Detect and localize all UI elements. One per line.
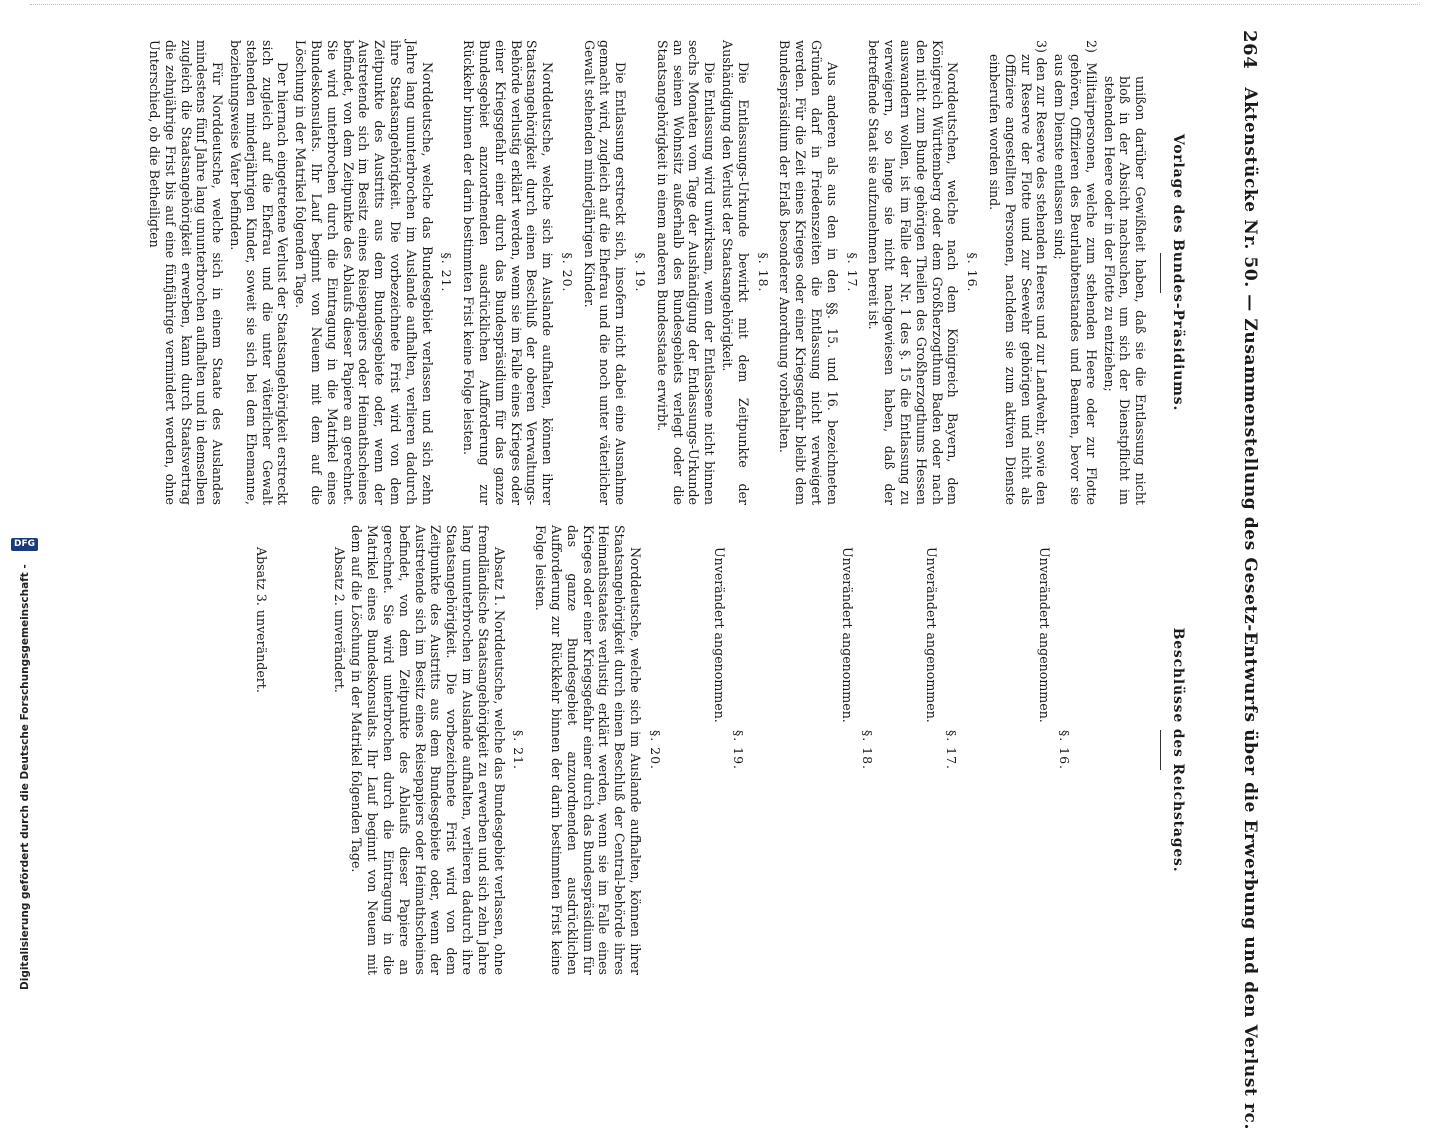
section-label: §. 20. [647,729,663,771]
section-label: §. 18. [755,252,771,293]
section-label: §. 21. [511,729,527,771]
intro-paragraph: unißon darüber Gewißheit haben, daß sie die Entlassung nicht bloß in der Absicht nachsuchen, um sich der Dienstpflicht im stehenden Heere oder in der Flotte zu entziehen; [1101,76,1149,505]
intro-paragraph: 3) den zur Reserve des stehenden Heeres und zur Landwehr, sowie den zur Reserve der Flotte und zur Seewehr gehörigen und nicht als Offiziere angestellten Personen, nachdem sie zum aktiven Dienste einberufen worden sind. [987,40,1050,505]
section-text: Aus anderen als aus den in den §§. 15. und 16. bezeichneten Gründen darf in Friedenszeiten die Entlassung nicht verweigert werden. Für die Zeit eines Krieges oder einer Kriegsgefahr bleibt dem Bundespräsidium der Erlaß besonderer Anordnung vorbehalten. [777,40,840,505]
section-label: §. 16. [965,252,981,293]
section-label: §. 19. [731,729,747,771]
page-number: 264 [1239,30,1260,70]
intro-paragraph: 2) Militairpersonen, welche zum stehenden Heere oder zur Flotte gehören, Offizieren des Beurlaubtenstandes und Beamten, bevor sie aus dem Dienste entlassen sind; [1052,40,1099,505]
section-text: Absatz 2. unverändert. [331,547,347,693]
credit-text: Digitalisierung gefördert durch die Deutsche Forschungsgemeinschaft - [18,564,31,990]
section-label: §. 18. [860,729,876,771]
section-label: §. 20. [559,252,575,293]
section-text: Absatz 1. Norddeutsche, welche das Bundesgebiet verlassen, ohne fremdländische Staatsangehörigkeit zu erwerben und sich zehn Jahre lang ununterbrochen im Auslande aufhalten, verlieren dadurch ihre Staatsangehörigkeit. Die vorbezeichnete Frist wird von dem Zeitpunkte des Austritts aus dem Bundesgebiete oder, wenn der Austretende sich im Besitz eines Reisepapiers oder Heimathscheines befindet, von dem Zeitpunkte des Ablaufs dieser Papiere an gerechnet. Sie wird unterbrochen durch die Eintragung in die Matrikel eines Bundeskonsulats. Ihr Lauf beginnt von Neuem mit dem auf die Löschung in der Matrikel folgenden Tage. [349,525,507,975]
section-text: Absatz 3. unverändert. [253,547,269,693]
section-label: §. 21. [439,252,455,293]
section-text: Norddeutsche, welche sich im Auslande aufhalten, können ihrer Staatsangehörigkeit durch einen Beschluß der oberen Verwaltungs-Behörde verlustig erklärt werden, wenn sie im Falle eines Krieges oder einer Kriegsgefahr einer durch das Bundespräsidium für das ganze Bundesgebiet anzuordnenden ausdrücklichen Aufforderung zur Rückkehr binnen der darin bestimmten Frist keine Folge leisten. [461,40,556,505]
section-label: §. 19. [633,252,649,293]
section-label: §. 16. [1057,729,1073,771]
section-label: §. 17. [844,252,860,293]
left-column-title: Vorlage des Bundes-Präsidiums. [1170,133,1186,412]
section-text: Die Entlassung erstreckt sich, insofern nicht dabei eine Ausnahme gemacht wird, zugleich auf die Ehefrau und die noch unter väterlicher Gewalt stehenden minderjährigen Kinder. [581,40,629,505]
section-text: Die Entlassung wird unwirksam, wenn der Entlassene nicht binnen sechs Monaten vom Tage der Aushändigung der Entlassungs-Urkunde an seinen Wohnsitz außerhalb des Bundesgebiets verlegt oder die Staatsangehörigkeit in einem anderen Bundesstaate erwirbt. [654,40,718,505]
section-text: Der hiernach eingetretene Verlust der Staatsangehörigkeit erstreckt sich zugleich auf die Ehefrau und die unter väterlicher Gewalt stehenden minderjährigen Kinder, soweit sie sich bei dem Ehemanne, beziehungsweise Vater befinden. [227,40,291,505]
title-rule [1160,730,1161,770]
digitization-credit [2,0,36,1000]
section-text: Unverändert angenommen. [711,547,727,723]
right-column [251,525,1185,975]
section-text: Unverändert angenommen. [923,547,939,723]
section-text: Norddeutsche, welche sich im Auslande aufhalten, können ihrer Staatsangehörigkeit durch einen Beschluß der Central-behörde ihres Heimathsstaates verlustig erklärt werden, wenn sie im Falle eines Krieges oder einer Kriegsgefahr einer durch das Bundespräsidium für das ganze Bundesgebiet anzuordnenden ausdrücklichen Aufforderung zur Rückkehr binnen der darin bestimmten Frist keine Folge leisten. [533,525,644,975]
document-page [80,0,1370,1130]
title-rule [1160,253,1161,293]
section-text: Norddeutschen, welche nach dem Königreich Bayern, dem Königreich Württemberg oder dem Großherzogthum Baden oder nach den nicht zum Bunde gehörigen Theilen des Großherzogthums Hessen auswandern wollen, ist im Falle der Nr. 1 des §. 15 die Entlassung zu verweigern, so lange sie nicht nachgewiesen haben, daß der betreffende Staat sie aufzunehmen bereit ist. [866,40,961,505]
page-title: Aktenstücke Nr. 50. — Zusammenstellung des Gesetz-Entwurfs über die Erwerbung und den Verlust rc. [1240,87,1260,1130]
section-text: Die Entlassungs-Urkunde bewirkt mit dem Zeitpunkte der Aushändigung den Verlust der Staatsangehörigkeit. [720,40,751,505]
section-text: Norddeutsche, welche das Bundesgebiet verlassen und sich zehn Jahre lang ununterbrochen im Auslande aufhalten, verlieren dadurch ihre Staatsangehörigkeit. Die vorbezeichnete Frist wird von dem Zeitpunkte des Austritts aus dem Bundesgebiete oder, wenn der Austretende sich im Besitz eines Reisepapiers oder Heimathscheines befindet, von dem Zeitpunkte des Ablaufs dieser Papiere an gerechnet. Sie wird unterbrochen durch die Eintragung in die Matrikel eines Bundeskonsulats. Ihr Lauf beginnt von Neuem mit dem auf die Löschung in der Matrikel folgenden Tage. [293,40,435,505]
section-text: Unverändert angenommen. [840,547,856,723]
dfg-logo-icon: DFG [11,538,38,551]
page-header [1239,30,1260,1130]
section-text: Unverändert angenommen. [1037,547,1053,723]
section-label: §. 17. [943,729,959,771]
left-column [144,40,1185,505]
section-text: Für Norddeutsche, welche sich in einem Staate des Auslandes mindestens fünf Jahre lang ununterbrochen aufhalten und in demselben zugleich die Staatsangehörigkeit erwerben, kann durch Staatsvertrag die zehnjährige Frist bis auf eine fünfjährige vermindert werden, ohne Unterschied, ob die Betheiligten [146,40,226,505]
right-column-title: Beschlüsse des Reichstages. [1170,627,1186,873]
